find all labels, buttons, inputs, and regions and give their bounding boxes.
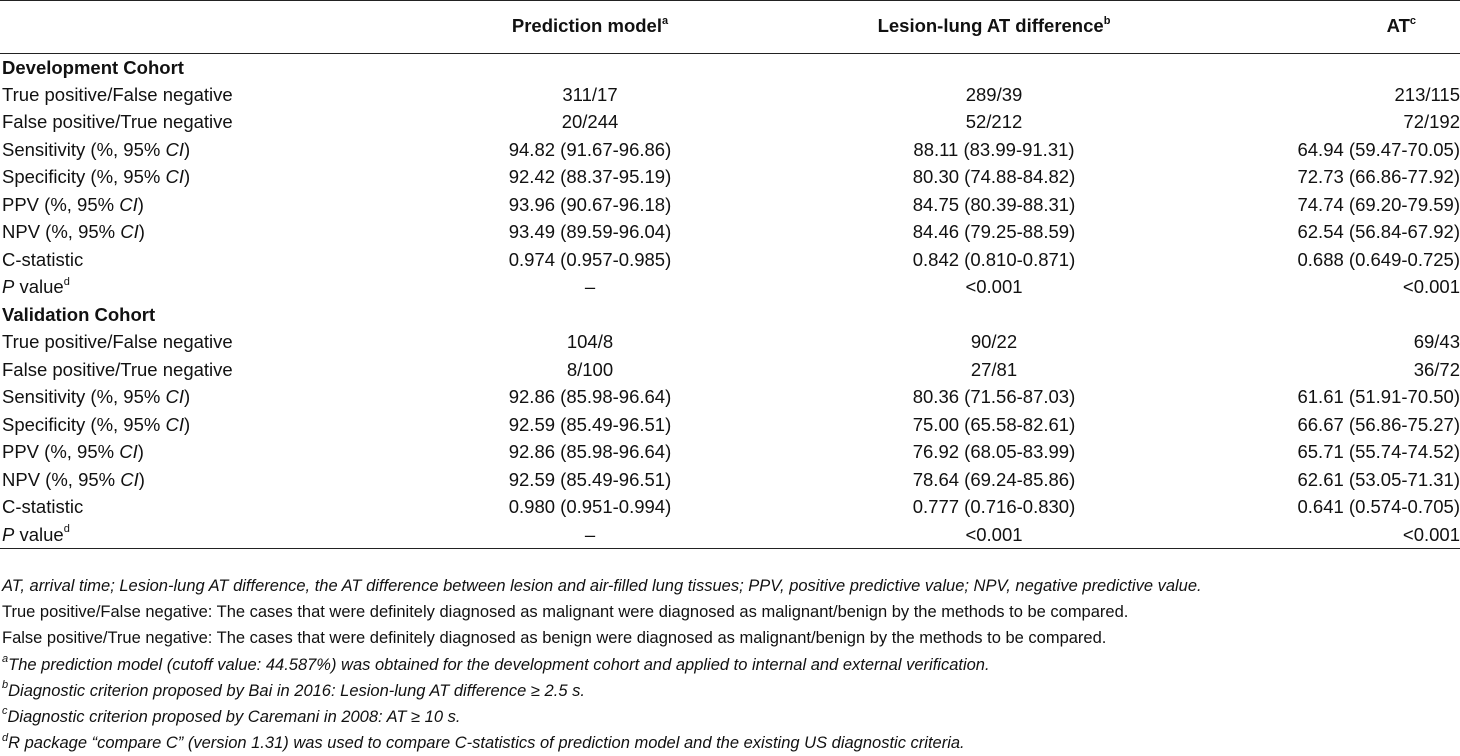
- table-cell: 92.86 (85.98-96.64): [508, 386, 672, 408]
- row-label-tail: ): [138, 221, 145, 243]
- row-label-ci: CI: [120, 468, 139, 490]
- row-label: [0, 521, 416, 549]
- footnote-d: [2, 730, 1458, 756]
- row-label-ci: CI: [165, 138, 184, 160]
- table-row: [0, 466, 1460, 494]
- section-header-row: [0, 301, 1460, 329]
- section-empty-cell: [416, 301, 764, 329]
- section-empty-cell: [416, 54, 764, 82]
- table-cell: 27/81: [970, 358, 1018, 380]
- table-cell: 289/39: [965, 83, 1023, 105]
- row-label-ci: CI: [165, 166, 184, 188]
- table-row: [0, 384, 1460, 412]
- row-label: [0, 494, 416, 522]
- row-label: [0, 109, 416, 137]
- footnote-d-mark: d: [2, 731, 9, 744]
- row-label-text: True positive/False negative: [2, 331, 233, 353]
- table-cell: 93.49 (89.59-96.04): [508, 221, 672, 243]
- table-cell: 213/115: [1394, 83, 1460, 105]
- row-label-text: PPV (%, 95%: [2, 193, 120, 215]
- header-lesion-lung-at: Lesion-lung AT difference$^b$: [764, 1, 1224, 54]
- table-row: [0, 329, 1460, 357]
- row-label-text: Specificity (%, 95%: [2, 413, 166, 435]
- table-row: [0, 521, 1460, 549]
- row-label-tail: ): [183, 386, 191, 408]
- row-label: [0, 81, 416, 109]
- section-header-row: [0, 54, 1460, 82]
- table-cell: 92.42 (88.37-95.19): [508, 166, 672, 188]
- table-row: [0, 109, 1460, 137]
- table-cell: 65.71 (55.74-74.52): [1297, 441, 1460, 463]
- row-label-tail: ): [137, 193, 144, 215]
- row-label-text: NPV (%, 95%: [2, 221, 121, 243]
- row-label-text: PPV (%, 95%: [2, 441, 120, 463]
- table-cell: 36/72: [1413, 358, 1460, 380]
- table-cell: 104/8: [566, 331, 614, 353]
- row-label: [0, 191, 416, 219]
- table-cell: 76.92 (68.05-83.99): [912, 441, 1076, 463]
- table-cell: 75.00 (65.58-82.61): [912, 413, 1076, 435]
- section-empty-cell: [1224, 54, 1460, 82]
- header-at: $AT^c$: [1224, 1, 1460, 54]
- row-label: [0, 384, 416, 412]
- row-label: [0, 356, 416, 384]
- table-cell: 0.974 (0.957-0.985): [508, 248, 672, 270]
- row-label-text: True positive/False negative: [2, 83, 233, 105]
- table-cell: –: [416, 521, 764, 549]
- section-title: Development Cohort: [2, 56, 184, 78]
- table-cell: 69/43: [1413, 331, 1460, 353]
- table-cell: 80.30 (74.88-84.82): [912, 166, 1076, 188]
- table-cell: 62.54 (56.84-67.92): [1297, 221, 1460, 243]
- table-cell: <0.001: [1402, 276, 1460, 298]
- footnote-c-text: Diagnostic criterion proposed by Caremani in 2008: AT ≥ 10 s.: [7, 707, 461, 726]
- table-cell: <0.001: [965, 276, 1023, 298]
- table-row: [0, 81, 1460, 109]
- footnote-b-mark: b: [2, 679, 9, 692]
- row-label: [0, 164, 416, 192]
- row-label: [0, 411, 416, 439]
- section-empty-cell: [1224, 301, 1460, 329]
- table-cell: 64.94 (59.47-70.05): [1297, 138, 1460, 160]
- row-label-sup: d: [63, 523, 70, 536]
- header-empty: [0, 1, 416, 54]
- section-empty-cell: [764, 301, 1224, 329]
- table-cell: 8/100: [566, 358, 614, 380]
- footnote-c-mark: c: [2, 705, 8, 718]
- table-cell: 0.688 (0.649-0.725): [1297, 248, 1460, 270]
- table-body: [0, 54, 1460, 549]
- table-cell: 94.82 (91.67-96.86): [508, 138, 672, 160]
- row-label-sup: d: [63, 276, 70, 289]
- row-label-text: False positive/True negative: [2, 358, 233, 380]
- section-empty-cell: [764, 54, 1224, 82]
- table-cell: 88.11 (83.99-91.31): [913, 138, 1075, 160]
- footnote-a-mark: a: [2, 653, 9, 666]
- footnote-b-text: Diagnostic criterion proposed by Bai in 2016: Lesion-lung AT difference ≥ 2.5 s.: [8, 681, 585, 700]
- row-label-tail: ): [183, 138, 191, 160]
- row-label-text: C-statistic: [2, 496, 84, 518]
- table-cell: 90/22: [970, 331, 1018, 353]
- table-header-row: [0, 1, 1460, 54]
- footnote-a-text: The prediction model (cutoff value: 44.587%) was obtained for the development cohort and applied to internal and external verification.: [8, 655, 990, 674]
- table-row: [0, 191, 1460, 219]
- row-label: [0, 274, 416, 302]
- row-label: [0, 329, 416, 357]
- footnote-a: [2, 652, 1458, 678]
- row-label-ci: CI: [165, 413, 184, 435]
- table-cell: 0.777 (0.716-0.830): [912, 496, 1076, 518]
- row-label-text: Sensitivity (%, 95%: [2, 138, 166, 160]
- table-cell: 62.61 (53.05-71.31): [1297, 468, 1460, 490]
- table-cell: 52/212: [965, 111, 1023, 133]
- footnotes: [2, 573, 1458, 756]
- table-cell: <0.001: [1224, 521, 1460, 549]
- header-prediction-model: Prediction model$^a$: [416, 1, 764, 54]
- table-cell: 0.842 (0.810-0.871): [912, 248, 1076, 270]
- table-cell: 84.75 (80.39-88.31): [912, 193, 1076, 215]
- row-label-tail: ): [183, 166, 191, 188]
- row-label-text: value: [14, 276, 64, 298]
- footnote-b: [2, 678, 1458, 704]
- table-cell: 0.980 (0.951-0.994): [508, 496, 672, 518]
- table-row: [0, 136, 1460, 164]
- table-cell: 93.96 (90.67-96.18): [508, 193, 672, 215]
- row-label-text: NPV (%, 95%: [2, 468, 121, 490]
- row-label-italic: P: [2, 523, 15, 545]
- table-cell: 61.61 (51.91-70.50): [1297, 386, 1460, 408]
- table-row: [0, 274, 1460, 302]
- table-row: [0, 164, 1460, 192]
- table-cell: <0.001: [764, 521, 1224, 549]
- row-label: [0, 246, 416, 274]
- row-label-italic: P: [2, 276, 15, 298]
- footnote-d-text: R package “compare C” (version 1.31) was used to compare C-statistics of prediction model and the existing US diagnostic criteria.: [8, 734, 965, 753]
- table-cell: –: [584, 276, 596, 298]
- row-label-tail: ): [138, 468, 145, 490]
- table-row: [0, 494, 1460, 522]
- row-label: [0, 466, 416, 494]
- row-label-ci: CI: [119, 441, 138, 463]
- table-cell: 72/192: [1403, 111, 1460, 133]
- footnote-abbreviations: AT, arrival time; Lesion-lung AT difference, the AT difference between lesion and air-filled lung tissues; PPV, positive predictive value; NPV, negative predictive value.: [2, 577, 1202, 595]
- table-cell: 66.67 (56.86-75.27): [1297, 413, 1460, 435]
- table-cell: 74.74 (69.20-79.59): [1297, 193, 1460, 215]
- table-cell: 311/17: [562, 83, 618, 105]
- footnote-tp-fn: True positive/False negative: The cases that were definitely diagnosed as malignant were diagnosed as malignant/benign by the methods to be compared.: [2, 603, 1129, 622]
- table-row: [0, 246, 1460, 274]
- row-label-ci: CI: [120, 221, 139, 243]
- footnote-c: [2, 704, 1458, 730]
- row-label-text: False positive/True negative: [2, 111, 233, 133]
- table-cell: 20/244: [561, 111, 619, 133]
- table-cell: 84.46 (79.25-88.59): [912, 221, 1076, 243]
- table-cell: 0.641 (0.574-0.705): [1297, 496, 1460, 518]
- row-label-text: Specificity (%, 95%: [2, 166, 166, 188]
- table-cell: 92.59 (85.49-96.51): [508, 413, 672, 435]
- table-row: [0, 219, 1460, 247]
- table-row: [0, 411, 1460, 439]
- table-cell: 92.86 (85.98-96.64): [508, 441, 672, 463]
- table-cell: 72.73 (66.86-77.92): [1297, 166, 1460, 188]
- row-label-tail: ): [137, 441, 144, 463]
- row-label-text: value: [14, 523, 64, 545]
- row-label-ci: CI: [165, 386, 184, 408]
- row-label-text: C-statistic: [2, 248, 84, 270]
- row-label: [0, 219, 416, 247]
- row-label-tail: ): [183, 413, 191, 435]
- table-cell: 78.64 (69.24-85.86): [912, 468, 1076, 490]
- table-cell: 80.36 (71.56-87.03): [912, 386, 1076, 408]
- row-label-ci: CI: [119, 193, 138, 215]
- row-label: [0, 439, 416, 467]
- footnote-fp-tn: False positive/True negative: The cases that were definitely diagnosed as benign were diagnosed as malignant/benign by the methods to be compared.: [2, 629, 1107, 648]
- table-row: [0, 439, 1460, 467]
- table-row: [0, 356, 1460, 384]
- row-label-text: Sensitivity (%, 95%: [2, 386, 166, 408]
- section-title: Validation Cohort: [2, 303, 156, 325]
- row-label: [0, 136, 416, 164]
- table-cell: 92.59 (85.49-96.51): [508, 468, 672, 490]
